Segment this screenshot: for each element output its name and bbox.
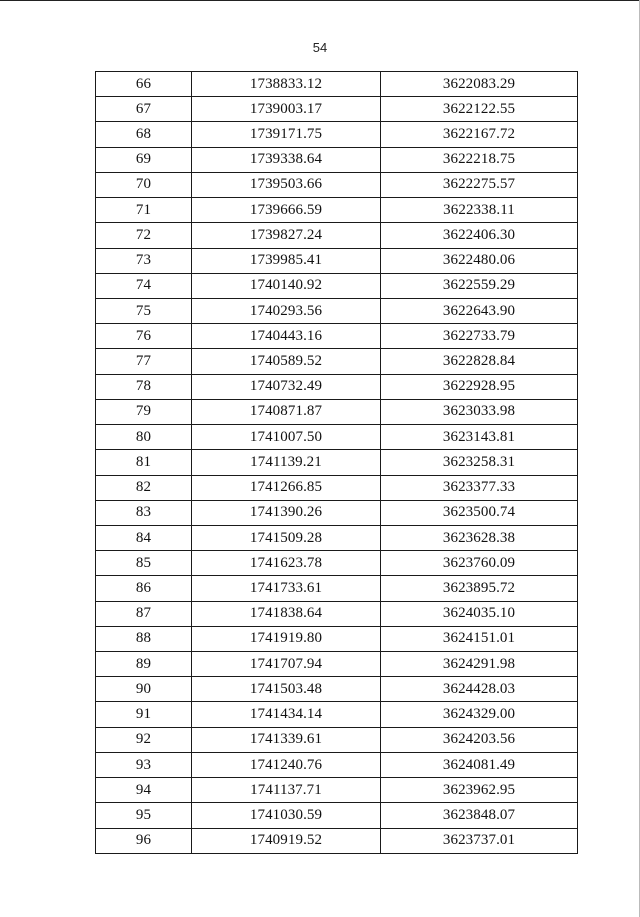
point-index-cell: 81: [96, 450, 192, 475]
y-coordinate-cell: 3622406.30: [381, 223, 578, 248]
point-index-cell: 73: [96, 248, 192, 273]
y-coordinate-cell: 3622218.75: [381, 147, 578, 172]
x-coordinate-cell: 1740443.16: [192, 324, 381, 349]
point-index-cell: 86: [96, 576, 192, 601]
page-number: 54: [312, 40, 328, 55]
x-coordinate-cell: 1740919.52: [192, 828, 381, 853]
y-coordinate-cell: 3623143.81: [381, 425, 578, 450]
y-coordinate-cell: 3624081.49: [381, 752, 578, 777]
x-coordinate-cell: 1739003.17: [192, 97, 381, 122]
x-coordinate-cell: 1741838.64: [192, 601, 381, 626]
y-coordinate-cell: 3624291.98: [381, 652, 578, 677]
y-coordinate-cell: 3623258.31: [381, 450, 578, 475]
table-row: [96, 122, 578, 147]
table-row: [96, 198, 578, 223]
point-index-cell: 88: [96, 626, 192, 651]
point-index-cell: 93: [96, 752, 192, 777]
x-coordinate-cell: 1739666.59: [192, 198, 381, 223]
point-index-cell: 89: [96, 652, 192, 677]
point-index-cell: 83: [96, 500, 192, 525]
y-coordinate-cell: 3622828.84: [381, 349, 578, 374]
point-index-cell: 75: [96, 298, 192, 323]
y-coordinate-cell: 3622338.11: [381, 198, 578, 223]
y-coordinate-cell: 3623848.07: [381, 803, 578, 828]
y-coordinate-cell: 3623628.38: [381, 525, 578, 550]
table-row: [96, 525, 578, 550]
x-coordinate-cell: 1741390.26: [192, 500, 381, 525]
x-coordinate-cell: 1741434.14: [192, 702, 381, 727]
point-index-cell: 96: [96, 828, 192, 853]
y-coordinate-cell: 3622167.72: [381, 122, 578, 147]
y-coordinate-cell: 3623760.09: [381, 551, 578, 576]
table-row: [96, 72, 578, 97]
table-row: [96, 399, 578, 424]
table-row: [96, 248, 578, 273]
y-coordinate-cell: 3624035.10: [381, 601, 578, 626]
point-index-cell: 71: [96, 198, 192, 223]
table-row: [96, 475, 578, 500]
y-coordinate-cell: 3623377.33: [381, 475, 578, 500]
point-index-cell: 91: [96, 702, 192, 727]
x-coordinate-cell: 1739338.64: [192, 147, 381, 172]
y-coordinate-cell: 3622275.57: [381, 172, 578, 197]
point-index-cell: 85: [96, 551, 192, 576]
x-coordinate-cell: 1741266.85: [192, 475, 381, 500]
y-coordinate-cell: 3623033.98: [381, 399, 578, 424]
point-index-cell: 78: [96, 374, 192, 399]
x-coordinate-cell: 1741139.21: [192, 450, 381, 475]
point-index-cell: 67: [96, 97, 192, 122]
table-row: [96, 223, 578, 248]
table-row: [96, 727, 578, 752]
x-coordinate-cell: 1741503.48: [192, 677, 381, 702]
table-row: [96, 702, 578, 727]
y-coordinate-cell: 3624329.00: [381, 702, 578, 727]
x-coordinate-cell: 1740589.52: [192, 349, 381, 374]
point-index-cell: 66: [96, 72, 192, 97]
table-row: [96, 778, 578, 803]
y-coordinate-cell: 3623962.95: [381, 778, 578, 803]
table-row: [96, 298, 578, 323]
point-index-cell: 70: [96, 172, 192, 197]
x-coordinate-cell: 1739985.41: [192, 248, 381, 273]
point-index-cell: 84: [96, 525, 192, 550]
table-row: [96, 601, 578, 626]
point-index-cell: 90: [96, 677, 192, 702]
table-row: [96, 803, 578, 828]
table-row: [96, 324, 578, 349]
x-coordinate-cell: 1741030.59: [192, 803, 381, 828]
x-coordinate-cell: 1740140.92: [192, 273, 381, 298]
y-coordinate-cell: 3624203.56: [381, 727, 578, 752]
table-row: [96, 425, 578, 450]
y-coordinate-cell: 3623895.72: [381, 576, 578, 601]
table-row: [96, 576, 578, 601]
table-row: [96, 349, 578, 374]
y-coordinate-cell: 3622559.29: [381, 273, 578, 298]
y-coordinate-cell: 3623737.01: [381, 828, 578, 853]
x-coordinate-cell: 1741733.61: [192, 576, 381, 601]
point-index-cell: 80: [96, 425, 192, 450]
point-index-cell: 87: [96, 601, 192, 626]
x-coordinate-cell: 1739503.66: [192, 172, 381, 197]
point-index-cell: 82: [96, 475, 192, 500]
table-row: [96, 652, 578, 677]
x-coordinate-cell: 1741707.94: [192, 652, 381, 677]
table-row: [96, 752, 578, 777]
x-coordinate-cell: 1741137.71: [192, 778, 381, 803]
scan-edge-top: [0, 0, 640, 1]
table-row: [96, 450, 578, 475]
table-row: [96, 677, 578, 702]
x-coordinate-cell: 1741007.50: [192, 425, 381, 450]
y-coordinate-cell: 3622122.55: [381, 97, 578, 122]
point-index-cell: 74: [96, 273, 192, 298]
x-coordinate-cell: 1739827.24: [192, 223, 381, 248]
y-coordinate-cell: 3622643.90: [381, 298, 578, 323]
y-coordinate-cell: 3624428.03: [381, 677, 578, 702]
table-row: [96, 97, 578, 122]
coordinate-table-body: [96, 72, 578, 854]
point-index-cell: 77: [96, 349, 192, 374]
y-coordinate-cell: 3622480.06: [381, 248, 578, 273]
point-index-cell: 76: [96, 324, 192, 349]
x-coordinate-cell: 1738833.12: [192, 72, 381, 97]
point-index-cell: 94: [96, 778, 192, 803]
point-index-cell: 68: [96, 122, 192, 147]
table-row: [96, 147, 578, 172]
y-coordinate-cell: 3624151.01: [381, 626, 578, 651]
table-row: [96, 273, 578, 298]
x-coordinate-cell: 1740732.49: [192, 374, 381, 399]
table-row: [96, 828, 578, 853]
x-coordinate-cell: 1739171.75: [192, 122, 381, 147]
table-row: [96, 626, 578, 651]
x-coordinate-cell: 1740293.56: [192, 298, 381, 323]
x-coordinate-cell: 1740871.87: [192, 399, 381, 424]
point-index-cell: 72: [96, 223, 192, 248]
table-row: [96, 172, 578, 197]
x-coordinate-cell: 1741339.61: [192, 727, 381, 752]
y-coordinate-cell: 3623500.74: [381, 500, 578, 525]
x-coordinate-cell: 1741919.80: [192, 626, 381, 651]
coordinate-table: [95, 71, 578, 854]
y-coordinate-cell: 3622733.79: [381, 324, 578, 349]
point-index-cell: 79: [96, 399, 192, 424]
x-coordinate-cell: 1741623.78: [192, 551, 381, 576]
y-coordinate-cell: 3622928.95: [381, 374, 578, 399]
point-index-cell: 92: [96, 727, 192, 752]
x-coordinate-cell: 1741509.28: [192, 525, 381, 550]
table-row: [96, 500, 578, 525]
y-coordinate-cell: 3622083.29: [381, 72, 578, 97]
x-coordinate-cell: 1741240.76: [192, 752, 381, 777]
point-index-cell: 69: [96, 147, 192, 172]
table-row: [96, 374, 578, 399]
table-row: [96, 551, 578, 576]
point-index-cell: 95: [96, 803, 192, 828]
